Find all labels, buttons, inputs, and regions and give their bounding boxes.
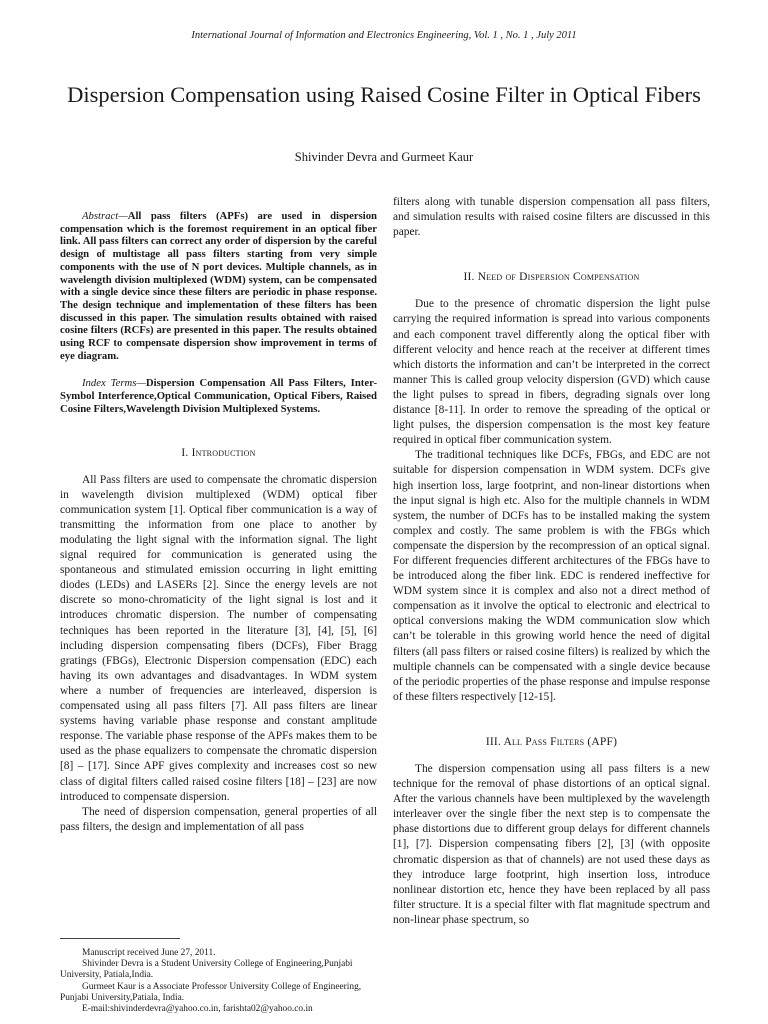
- footnote-divider: [60, 938, 180, 939]
- footnotes: [60, 948, 377, 1015]
- paper-authors: Shivinder Devra and Gurmeet Kaur: [294, 150, 474, 164]
- abstract-text: All pass filters (APFs) are used in dispersion compensation which is the foremost requirement in an optical fiber link. All pass filters can correct any order of dispersion by the careful design of multistage all pass filters starting from very simple components with the use of N port devices. Multiple channels, as in wavelength division multiplexed (WDM) system, can be compensated with a single device since these filters are periodic in phase response. The design technique and implementation of these filters has been discussed in this paper. The simulation results obtained with raised cosine filters (RCFs) are presented in this paper. The results obtained using RCF to compensate dispersion show improvement in terms of eye diagram.: [60, 210, 377, 362]
- journal-header: International Journal of Information and Electronics Engineering, Vol. 1 , No. 1 , July 2011: [191, 30, 577, 41]
- introduction-paragraph-1: All Pass filters are used to compensate the chromatic dispersion in wavelength division multiplexed (WDM) optical fiber communication system [1]. Optical fiber communication is a way of transmitting the information from one place to another by modulating the light signal with the information signal. The light signal required for communication is generated using the spontaneous and stimulated emission occurring in light emitting diodes (LEDs) and LASERs [2]. Since the energy levels are not discrete so mono-chromaticity of the light signal is lost and it introduces chromatic dispersion. The number of compensating techniques has been reported in the literature [3], [4], [5], [6] including dispersion compensating fibers (DCFs), Fiber Bragg gratings (FBGs), Electronic Dispersion compensation (EDC) each having its own advantages and disadvantages. In WDM system where a number of frequencies are interleaved, dispersion is compensated using all pass filters [7]. All pass filters are linear systems having variable phase response and constant amplitude response. The variable phase response of the APFs makes them to be used as the phase equalizers to compensate the chromatic dispersion [8] – [17]. Since APF gives complexity and increases cost so new class of digital filters called raised cosine filters [18] – [23] are now introduced to compensate dispersion.: [60, 473, 377, 803]
- footnote-author-2: Gurmeet Kaur is a Associate Professor University College of Engineering, Punjabi University,Patiala, India.: [60, 981, 362, 1003]
- footnote-email: E-mail:shivinderdevra@yahoo.co.in, farishta02@yahoo.co.in: [82, 1004, 313, 1015]
- left-column: [60, 210, 377, 835]
- section-heading-need: II. Need of Dispersion Compensation: [463, 271, 640, 284]
- need-paragraph-2: The traditional techniques like DCFs, FBGs, and EDC are not suitable for dispersion compensation in WDM system. DCFs give high insertion loss, large footprint, and non-linear distortions when the input signal is high etc. Also for the multiple channels in WDM system, the number of DCFs has to be installed making the system complex and costly. The same problem is with the FBGs which compensate the dispersion by the recompression of an optical signal. For different frequencies different architectures of the FBGs have to be introduced along the fiber link. EDC is rendered ineffective for WDM system since it is complex and also not a direct method of compensation as it involve the optical to electronic and electrical to optical conversions making the WDM communication slow which can’t be tolerable in this growing world hence the need of digital filters (all pass filters or raised cosine filters) is realized by which the multiple channels can be compensated with a single device because of the periodic properties of the phase response and impulse response of these filters respectively [12-15].: [393, 449, 710, 703]
- paper-title: Dispersion Compensation using Raised Cosine Filter in Optical Fibers: [67, 82, 701, 108]
- footnote-author-1: Shivinder Devra is a Student University College of Engineering,Punjabi University, Patiala,India.: [60, 959, 353, 981]
- section-heading-introduction: I. Introduction: [181, 446, 256, 459]
- abstract-label: Abstract—: [82, 210, 128, 222]
- right-column: [393, 195, 710, 928]
- index-terms: [60, 377, 377, 415]
- introduction-paragraph-2: The need of dispersion compensation, general properties of all pass filters, the design and implementation of all pass: [60, 805, 377, 833]
- index-terms-label: Index Terms—: [82, 377, 146, 390]
- abstract: [60, 210, 377, 362]
- index-terms-text: Dispersion Compensation All Pass Filters, Inter-Symbol Interference,Optical Communication, Optical Fibers, Raised Cosine Filters,Wavelength Division Multiplexed Systems.: [60, 377, 377, 415]
- footnote-received: Manuscript received June 27, 2011.: [82, 948, 216, 958]
- apf-paragraph-1: The dispersion compensation using all pass filters is a new technique for the removal of phase distortions of an optical signal. After the various channels have been multiplexed by the wavelength interleaver over the single fiber the next step is to compensate the phase distortions due to different group delays for different channels [1], [7]. Dispersion compensating fibers [2], [3] (with opposite chromatic dispersion as that of channels) are not used these days as they introduce large footprint, high insertion loss, introduce nonlinear distortion etc, hence they have been replaced by all pass filter structure. It is a special filter with flat magnitude spectrum and non-linear phase spectrum, so: [393, 763, 710, 926]
- right-column-continuation: filters along with tunable dispersion compensation all pass filters, and simulation results with raised cosine filters are discussed in this paper.: [393, 196, 710, 239]
- section-heading-apf: III. All Pass Filters (APF): [485, 735, 618, 748]
- need-paragraph-1: Due to the presence of chromatic dispersion the light pulse carrying the required information is spread into various components and each component travel differently along the optical fiber with different velocity and hence reach at the receiver at different times which distorts the information and can’t be interpreted in the correct manner This is called group velocity dispersion (GVD) which cause the light pulses to spread in fibers, degrading signals over long distance [8-11]. In order to remove the spreading of the optical or light pulses, the dispersion compensation is the most key feature required in optical fiber communication system.: [393, 298, 710, 447]
